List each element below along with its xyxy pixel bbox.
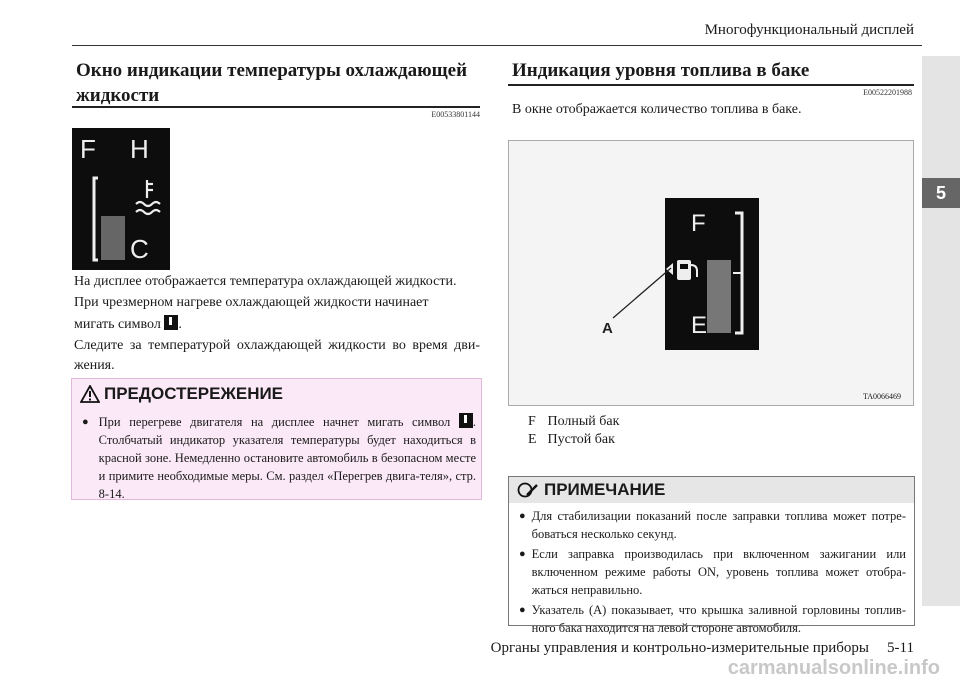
coolant-para-2b: мигать символ: [74, 317, 161, 332]
warning-text: [95, 413, 476, 503]
note-header: [509, 477, 914, 503]
fuel-gauge-svg: [509, 141, 913, 405]
coolant-para-3: Следите за температурой охлаждающей жидкости во время дви-жения.: [74, 338, 480, 373]
watermark: carmanualsonline.info: [727, 657, 940, 679]
footer-page-number: 5-11: [887, 640, 914, 656]
page-header-title: Многофункциональный дисплей: [704, 22, 914, 38]
note-title: ПРИМЕЧАНИЕ: [544, 480, 666, 499]
legend-item-empty: [528, 432, 619, 448]
warning-text-b: . Столбчатый индикатор указателя температуры будет находиться в красной зоне. Немедленно остановите автомобиль в безопасном месте и примите необходимые меры. См. раздел «Перегрев двига-теля», стр. 8-14.: [98, 415, 476, 501]
legend-key-empty: E: [528, 432, 537, 447]
footer-chapter-title: Органы управления и контрольно-измерительные приборы: [490, 640, 869, 656]
note-list: [509, 503, 914, 637]
legend-text-empty: Пустой бак: [547, 432, 615, 447]
coolant-para-1: На дисплее отображается температура охлаждающей жидкости.: [74, 274, 457, 289]
coolant-para-2a: При чрезмерном нагреве охлаждающей жидкости начинает: [74, 295, 429, 310]
warning-title: ПРЕДОСТЕРЕЖЕНИЕ: [104, 384, 284, 403]
chapter-tab-number[interactable]: 5: [922, 178, 960, 208]
note-item: [519, 601, 906, 637]
coolant-para-2c: .: [178, 317, 182, 332]
fuel-section-title: Индикация уровня топлива в баке: [512, 60, 810, 81]
coolant-gauge-svg: [72, 128, 170, 270]
fuel-figure-frame: [508, 140, 914, 406]
note-item-text-2: Если заправка производилась при включенном зажигании или включенном режиме работы ON, уровень топлива может отобра-жаться неправильно.: [531, 547, 906, 597]
bullet-dot-icon: ●: [519, 548, 526, 560]
legend-item-full: [528, 414, 619, 430]
pencil-note-icon: [517, 482, 539, 498]
note-item: [519, 507, 906, 543]
warning-bullet: [82, 413, 476, 503]
coolant-overheat-icon: [164, 315, 178, 330]
legend-key-full: F: [528, 414, 536, 429]
bullet-dot-icon: ●: [519, 510, 526, 522]
note-item-text-1: Для стабилизации показаний после заправки топлива может потре-боваться несколько секунд.: [531, 509, 906, 541]
figure-code: TA0066469: [863, 392, 902, 401]
fuel-legend: [528, 414, 619, 448]
gauge-hot-label: H: [130, 134, 149, 164]
fuel-section-code: E00522201988: [863, 88, 912, 97]
coolant-title-line2: жидкости: [76, 85, 160, 106]
warning-triangle-icon: [80, 385, 100, 403]
fuel-intro: В окне отображается количество топлива в баке.: [512, 102, 802, 117]
coolant-gauge-figure: [72, 128, 170, 270]
header-divider: [72, 45, 922, 46]
note-item-text-3: Указатель (A) показывает, что крышка заливной горловины топлив-ного бака находится на левой стороне автомобиля.: [531, 603, 906, 635]
coolant-section-title: [76, 58, 480, 108]
callout-label-a: A: [602, 320, 613, 337]
coolant-title-underline: [72, 106, 480, 108]
fuel-empty-label: E: [691, 312, 708, 339]
bullet-dot-icon: ●: [519, 604, 526, 616]
bullet-dot-icon: ●: [82, 416, 89, 428]
coolant-title-line1: Окно индикации температуры охлаждающей: [76, 60, 468, 81]
overheat-symbol-icon: [459, 413, 473, 428]
warning-box: [71, 378, 482, 500]
fuel-title-underline: [508, 84, 914, 86]
note-box: [508, 476, 915, 635]
fuel-full-label: F: [691, 210, 706, 237]
coolant-para-2: [74, 292, 480, 336]
note-item: [519, 545, 906, 599]
coolant-description: [74, 272, 480, 376]
callout-line: [613, 268, 671, 318]
coolant-section-code: E00533801144: [431, 110, 480, 119]
gauge-cold-label: C: [130, 234, 149, 264]
legend-text-full: Полный бак: [547, 414, 620, 429]
warning-header: [80, 384, 283, 404]
chapter-tab-strip: [922, 56, 960, 606]
warning-text-a: При перегреве двигателя на дисплее начнет мигать символ: [98, 415, 451, 429]
gauge-side-label: F: [80, 134, 96, 164]
